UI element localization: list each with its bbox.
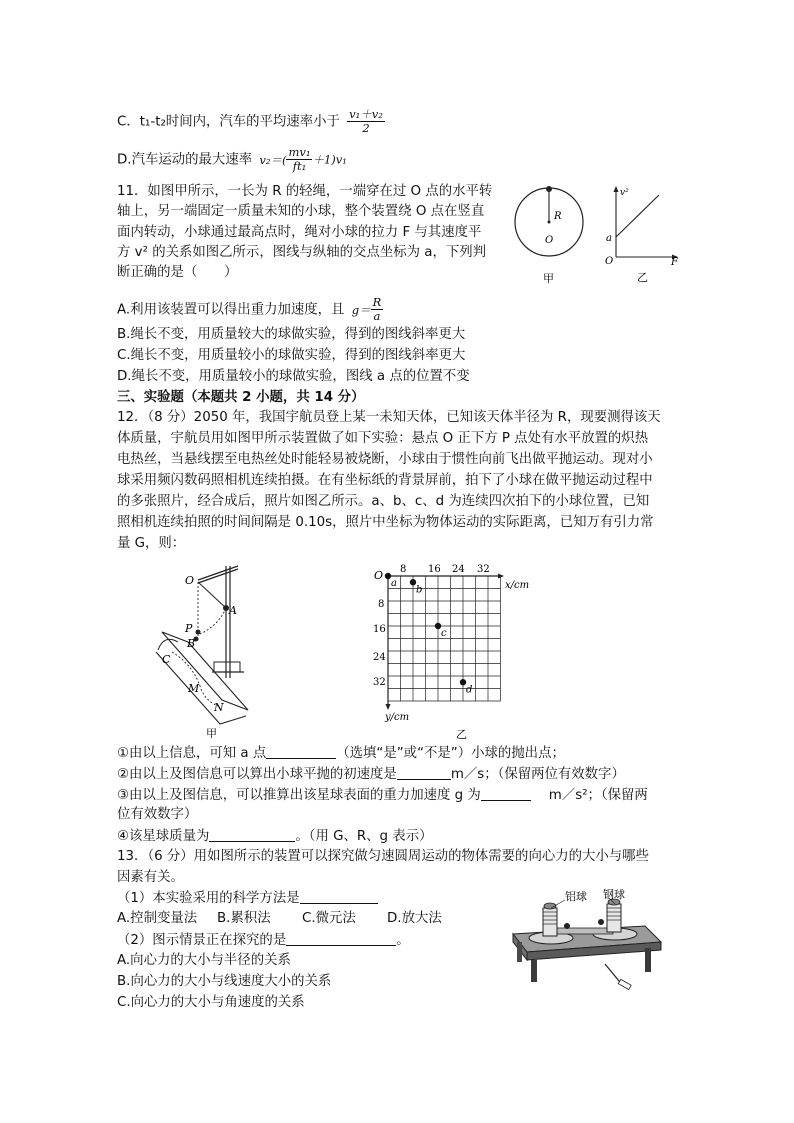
q12-sub-4-prefix: ④该星球质量为 [117,829,210,844]
q11-option-a [117,296,383,323]
q12-stem-line-4: 球采用频闪数码照相机连续拍摄。在有坐标纸的背景屏前，拍下了小球在做平抛运动过程中 [117,473,653,488]
q11-stem-line-4: 方 v² 的关系如图乙所示，图线与纵轴的交点坐标为 a，下列判 [117,245,487,260]
q12-stem-line-7: 量 G，则： [117,536,186,551]
q11-yi-label-o: O [605,256,614,267]
q11-option-a-formula: g＝ [351,302,371,317]
q13-sub-2 [117,931,410,950]
fraction-numerator: v₁＋v₂ [349,107,383,121]
q12-jia-label-b: B [187,637,196,650]
fraction-denominator: a [373,309,381,323]
q12-x-tick-32: 32 [477,564,490,575]
q13-sub-1 [117,889,378,908]
q13-sub-1-option-d: D.放大法 [387,911,442,926]
q11-figure-yi [601,185,683,287]
q12-y-tick-16: 16 [373,624,386,635]
q12-sub-3-suffix: m／s²；（保留两 [548,788,648,803]
q11-option-d: D.绳长不变，用质量较小的球做实验，图线 a 点的位置不变 [117,369,470,384]
q11-stem-line-3: 面内转动，小球通过最高点时，绳对小球的拉力 F 与其速度平 [117,225,482,240]
q12-x-tick-16: 16 [428,564,441,575]
q12-stem-line-5: 的多张照片，经合成后，照片如图乙所示。a、b、c、d 为连续四次拍下的小球位置，已知 [117,494,650,509]
q12-jia-label-c: C [162,653,171,666]
fraction-denominator: 2 [362,121,370,135]
q10-option-c-text: C．t₁-t₂时间内，汽车的平均速率小于 [117,114,340,130]
q11-ball [546,186,552,192]
q13-sub-2-end: 。 [396,933,410,948]
q13-stem-line-1: 13．（6 分）用如图所示的装置可以探究做匀速圆周运动的物体需要的向心力的大小与哪些 [117,849,649,864]
q13-sub-2-option-b: B.向心力的大小与线速度大小的关系 [117,974,332,989]
q10-option-c [117,108,385,135]
q11-yi-label-v2: v² [620,188,629,198]
q12-sub-1-suffix: （选填“是”或“不是”）小球的抛出点； [336,746,565,761]
q13-sub-2-option-c: C.向心力的大小与角速度的关系 [117,995,305,1010]
q13-sub-1-options [117,910,442,928]
q12-sub-1-prefix: ①由以上信息，可知 a 点 [117,746,267,761]
q10-option-d-text: D.汽车运动的最大速率 [117,152,253,168]
q11-figure-jia [512,186,592,288]
q10-option-d-fraction [286,146,312,173]
q12-sub-2-suffix: m／s；（保留两位有效数字） [450,767,625,782]
q12-y-tick-24: 24 [373,652,386,663]
q12-figure-yi [370,562,540,742]
q12-jia-label-m: M [188,682,200,695]
q10-option-c-fraction [347,108,385,135]
q13-label-steel-ball: 钢球 [603,888,625,901]
q12-x-tick-8: 8 [400,564,407,575]
q12-jia-label-a: A [229,604,237,617]
section-3-title: 三、实验题（本题共 2 小题，共 14 分） [117,390,365,405]
ball-label-b: b [416,584,423,596]
q12-jia-label-n: N [214,701,224,714]
q12-sub-1-answer-blank[interactable] [266,744,336,759]
q13-sub-2-text: （2）图示情景正在探究的是 [117,933,287,948]
q11-option-c: C.绳长不变，用质量较小的球做实验，得到的图线斜率更大 [117,348,466,363]
q12-x-axis-arrow [498,574,504,579]
ball-label-c: c [441,628,447,639]
q11-jia-label-o: O [545,235,554,246]
q12-y-axis-arrow [386,704,391,710]
q13-sub-1-answer-blank[interactable] [300,889,378,904]
ball-label-a: a [391,578,397,589]
q12-sub-3 [117,786,648,805]
q11-yi-label-f: F [671,257,678,268]
q12-sub-2-answer-blank[interactable] [397,765,451,780]
q12-sub-4 [117,827,432,846]
q12-x-tick-24: 24 [452,564,465,575]
q11-stem-line-5: 断正确的是（ ） [117,265,238,280]
q11-jia-caption: 甲 [543,272,554,285]
q11-yi-label-a: a [606,233,612,244]
q10-option-d-formula-a: v₂＝( [259,152,287,167]
q10-option-d-formula-b: ＋1)v₁ [312,152,347,167]
ball-label-d: d [466,684,473,696]
q11-jia-label-r: R [554,211,562,222]
q13-sub-2-answer-blank[interactable] [286,931,396,946]
q12-x-axis-label: x/cm [505,580,530,591]
q11-yi-graph-line [616,195,659,237]
q12-yi-origin: O [374,569,384,582]
q12-sub-2 [117,765,625,784]
q12-sub-2-prefix: ②由以上及图信息可以算出小球平抛的初速度是 [117,767,397,782]
q11-option-a-text: A.利用该装置可以得出重力加速度，且 [117,302,345,318]
fraction-numerator: R [372,295,382,309]
q12-y-tick-32: 32 [373,677,386,688]
q11-stem-line-2: 轴上，另一端固定一质量未知的小球，整个装置绕 O 点在竖直 [117,204,485,219]
q13-sub-1-option-a: A.控制变量法 [117,911,198,926]
q12-sub-3-prefix: ③由以上及图信息，可以推算出该星球表面的重力加速度 g 为 [117,788,481,803]
q12-sub-3-cont: 位有效数字） [117,807,198,822]
q12-figure-jia [148,560,278,740]
q13-stem-line-2: 因素有关。 [117,870,184,885]
q12-stem-line-6: 照相机连续拍照的时间间隔是 0.10s，照片中坐标为物体运动的实际距离，已知万有引力常 [117,515,654,530]
q13-figure-apparatus [505,886,665,996]
q12-stem-line-1: 12．（8 分）2050 年，我国宇航员登上某一未知天体，已知该天体半径为 R，现要测得该天 [117,410,661,425]
fraction-numerator: mv₁ [288,145,311,159]
q10-option-d [117,146,347,173]
q12-sub-3-answer-blank[interactable] [481,786,531,801]
q12-sub-4-answer-blank[interactable] [209,827,295,842]
q12-jia-label-p: P [185,622,193,635]
q12-sub-4-suffix: 。（用 G、R、g 表示） [295,829,433,844]
q11-option-a-fraction [371,296,384,323]
q13-sub-1-text: （1）本实验采用的科学方法是 [117,891,300,906]
q12-sub-1 [117,744,565,763]
q11-yi-caption: 乙 [637,271,648,284]
q12-stem-line-2: 体质量，宇航员用如图甲所示装置做了如下实验：悬点 O 正下方 P 点处有水平放置的炽热 [117,431,649,446]
q11-stem-line-1: 11．如图甲所示，一长为 R 的轻绳，一端穿在过 O 点的水平转 [117,184,493,199]
q11-option-b: B.绳长不变，用质量较大的球做实验，得到的图线斜率更大 [117,327,466,342]
q12-jia-caption: 甲 [206,727,217,740]
fraction-denominator: ft₁ [292,159,307,173]
q12-y-axis-label: y/cm [385,712,410,723]
q12-y-tick-8: 8 [378,599,385,610]
q12-yi-caption: 乙 [456,728,467,741]
q12-jia-label-o: O [185,574,195,587]
q12-ball-positions [385,573,473,695]
q13-sub-1-option-c: C.微元法 [302,911,356,926]
q13-label-aluminum-ball: 铝球 [565,890,587,903]
q12-stem-line-3: 电热丝，当悬线摆至电热丝处时能轻易被烧断，小球由于惯性向前飞出做平抛运动。现对小 [117,452,653,467]
q13-sub-1-option-b: B.累积法 [217,911,271,926]
q13-sub-2-option-a: A.向心力的大小与半径的关系 [117,953,291,968]
